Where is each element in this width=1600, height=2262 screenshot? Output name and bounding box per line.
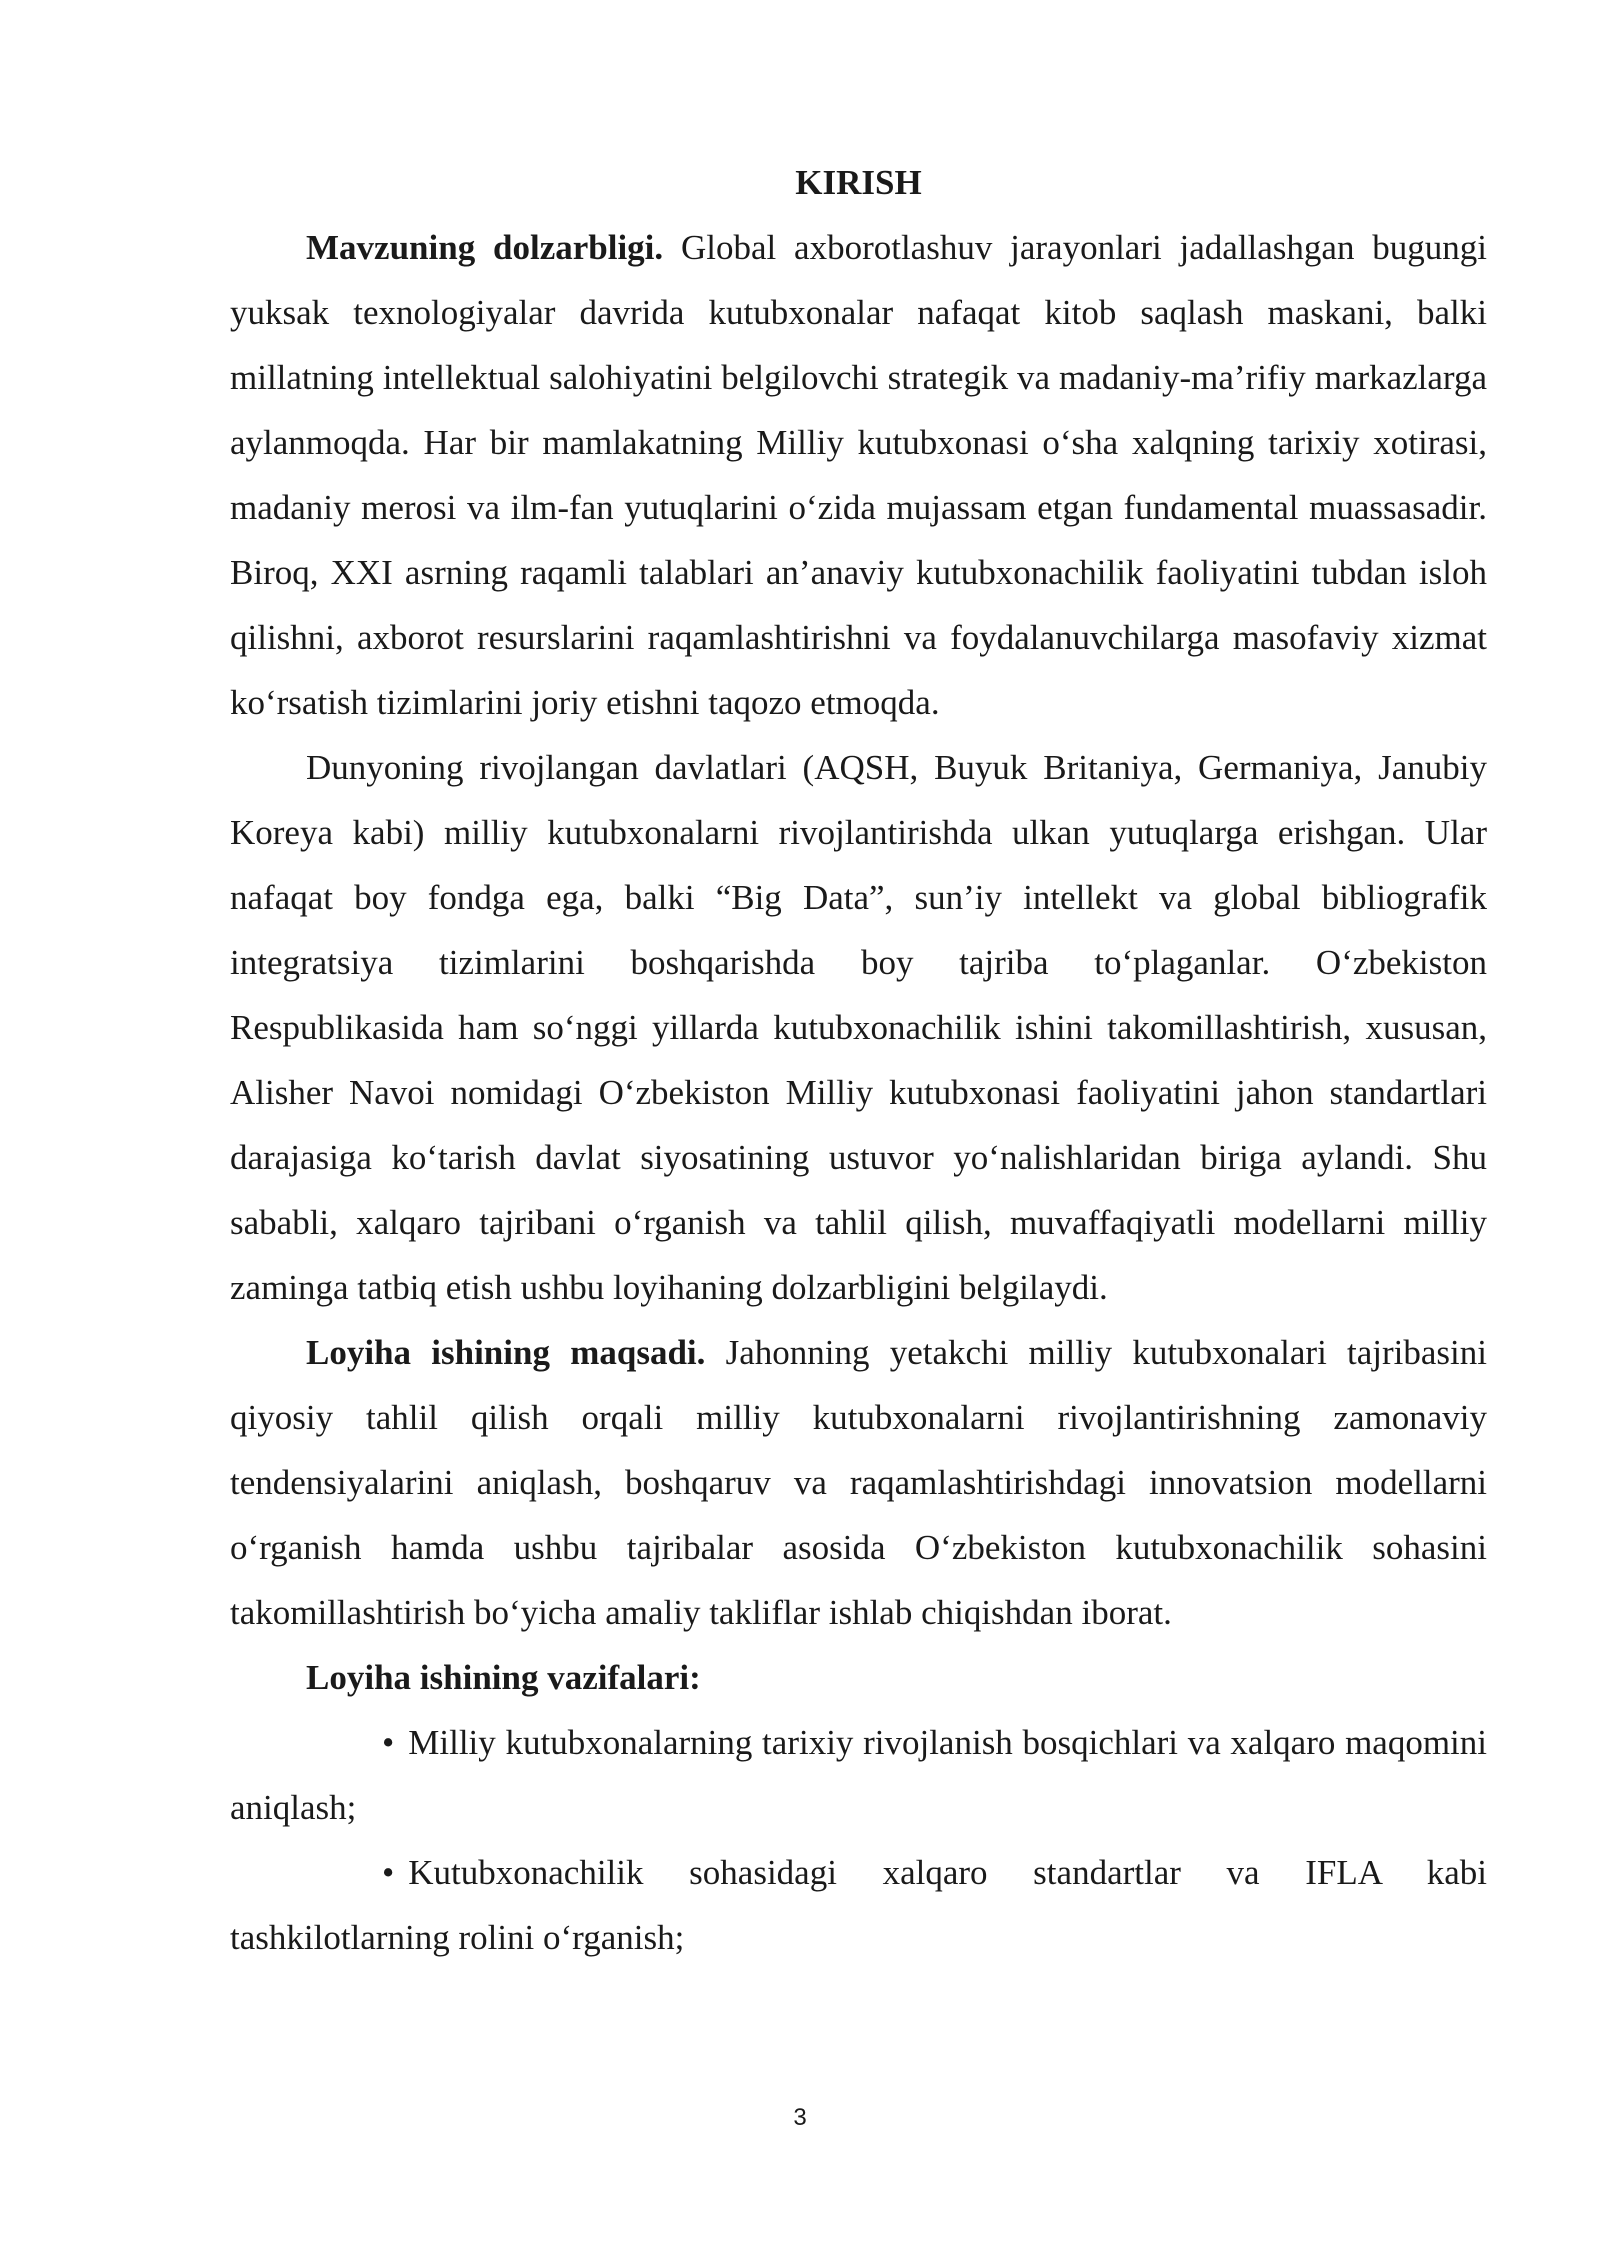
paragraph-lead: Loyiha ishining vazifalari:	[306, 1658, 701, 1697]
bullet-marker: •	[382, 1723, 395, 1762]
paragraph-relevance	[230, 215, 1487, 735]
paragraph-goal	[230, 1320, 1487, 1645]
paragraph-tasks-heading	[230, 1645, 1487, 1710]
paragraph-text: Global axborotlashuv jarayonlari jadallashgan bugungi yuksak texnologiyalar davrida kutubxonalar nafaqat kitob saqlash maskani, balki millatning intellektual salohiyatini belgilovchi strategik va madaniy-ma’rifiy markazlarga aylanmoqda. Har bir mamlakatning Milliy kutubxonasi o‘sha xalqning tarixiy xotirasi, madaniy merosi va ilm-fan yutuqlarini o‘zida mujassam etgan fundamental muassasadir. Biroq, XXI asrning raqamli talablari an’anaviy kutubxonachilik faoliyatini tubdan isloh qilishni, axborot resurslarini raqamlashtirishni va foydalanuvchilarga masofaviy xizmat ko‘rsatish tizimlarini joriy etishni taqozo etmoqda.	[230, 228, 1488, 722]
page-number: 3	[793, 2104, 807, 2131]
list-item-text: Kutubxonachilik sohasidagi xalqaro standartlar va IFLA kabi tashkilotlarning rolini o‘rganish;	[230, 1853, 1487, 1957]
list-item-text: Milliy kutubxonalarning tarixiy rivojlanish bosqichlari va xalqaro maqomini aniqlash;	[230, 1723, 1487, 1827]
bullet-marker: •	[382, 1853, 395, 1892]
list-item	[230, 1840, 1487, 1970]
paragraph-text: Jahonning yetakchi milliy kutubxonalari tajribasini qiyosiy tahlil qilish orqali milliy kutubxonalarni rivojlantirishning zamonaviy tendensiyalarini aniqlash, boshqaruv va raqamlashtirishdagi innovatsion modellarni o‘rganish hamda ushbu tajribalar asosida O‘zbekiston kutubxonachilik sohasini takomillashtirish bo‘yicha amaliy takliflar ishlab chiqishdan iborat.	[230, 1333, 1487, 1632]
paragraph-lead: Mavzuning dolzarbligi.	[306, 228, 664, 267]
paragraph-lead: Loyiha ishining maqsadi.	[306, 1333, 706, 1372]
paragraph-text: Dunyoning rivojlangan davlatlari (AQSH, Buyuk Britaniya, Germaniya, Janubiy Koreya kabi) milliy kutubxonalarni rivojlantirishda ulkan yutuqlarga erishgan. Ular nafaqat boy fondga ega, balki “Big Data”, sun’iy intellekt va global bibliografik integratsiya tizimlarini boshqarishda boy tajriba to‘plaganlar. O‘zbekiston Respublikasida ham so‘nggi yillarda kutubxonachilik ishini takomillashtirish, xususan, Alisher Navoi nomidagi O‘zbekiston Milliy kutubxonasi faoliyatini jahon standartlari darajasiga ko‘tarish davlat siyosatining ustuvor yo‘nalishlaridan biriga aylandi. Shu sababli, xalqaro tajribani o‘rganish va tahlil qilish, muvaffaqiyatli modellarni milliy zaminga tatbiq etish ushbu loyihaning dolzarbligini belgilaydi.	[230, 748, 1487, 1307]
document-page	[230, 150, 1487, 1970]
document-title: KIRISH	[795, 163, 922, 202]
list-item	[230, 1710, 1487, 1840]
paragraph-world-experience	[230, 735, 1487, 1320]
